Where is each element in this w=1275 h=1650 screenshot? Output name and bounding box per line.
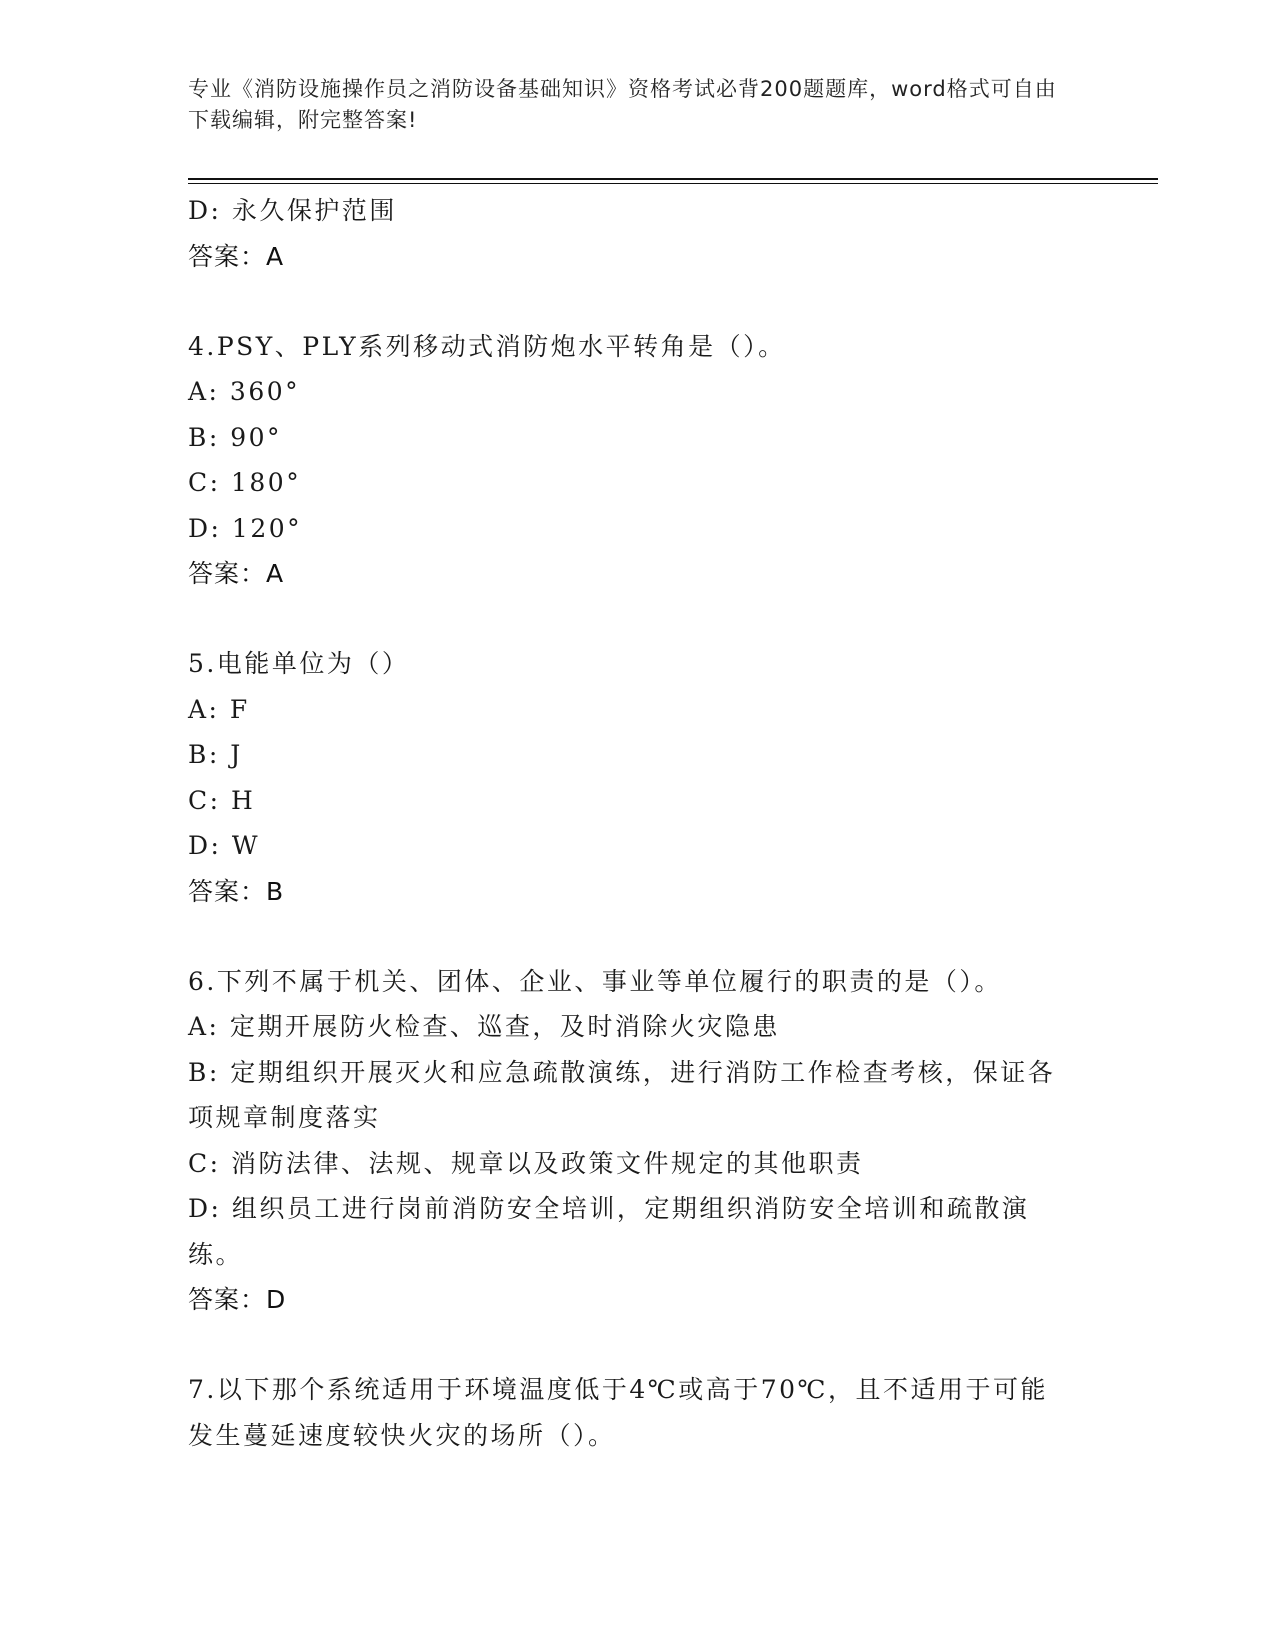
option-b: B: J xyxy=(188,740,243,769)
option-d: D: 组织员工进行岗前消防安全培训，定期组织消防安全培训和疏散演练。 xyxy=(188,1194,1030,1269)
option-c: C: 消防法律、法规、规章以及政策文件规定的其他职责 xyxy=(188,1148,864,1178)
option-a: A: F xyxy=(188,694,250,724)
option-a: A: 定期开展防火检查、巡查，及时消除火灾隐患 xyxy=(188,1012,780,1041)
option-a: A: 360° xyxy=(188,377,301,406)
answer: 答案：A xyxy=(188,559,285,588)
question-list xyxy=(188,188,1068,1458)
question-stem: 4.PSY、PLY系列移动式消防炮水平转角是（）。 xyxy=(188,331,786,361)
answer: 答案：B xyxy=(188,876,285,906)
question-stem: 7.以下那个系统适用于环境温度低于4℃或高于70℃，且不适用于可能发生蔓延速度较快火灾的场所（）。 xyxy=(188,1375,1049,1450)
option-b: B: 90° xyxy=(188,422,283,452)
question-6 xyxy=(188,959,1068,1324)
header-divider-thin xyxy=(188,183,1158,184)
prev-answer: 答案：A xyxy=(188,241,285,271)
option-d: D: 120° xyxy=(188,513,303,543)
answer: 答案：D xyxy=(188,1285,287,1314)
option-c: C: 180° xyxy=(188,468,302,497)
question-7 xyxy=(188,1367,1068,1458)
document-header: 专业《消防设施操作员之消防设备基础知识》资格考试必背200题题库，word格式可自由下载编辑，附完整答案! xyxy=(188,77,1057,132)
question-4 xyxy=(188,324,1068,598)
prev-option-d: D: 永久保护范围 xyxy=(188,196,397,225)
question-5 xyxy=(188,641,1068,915)
option-c: C: H xyxy=(188,785,256,815)
question-stem: 6.下列不属于机关、团体、企业、事业等单位履行的职责的是（）。 xyxy=(188,966,1002,996)
option-b: B: 定期组织开展灭火和应急疏散演练，进行消防工作检查考核，保证各项规章制度落实 xyxy=(188,1057,1056,1132)
option-d: D: W xyxy=(188,831,261,860)
question-stem: 5.电能单位为（） xyxy=(188,649,410,678)
header-divider-thick xyxy=(188,178,1158,180)
